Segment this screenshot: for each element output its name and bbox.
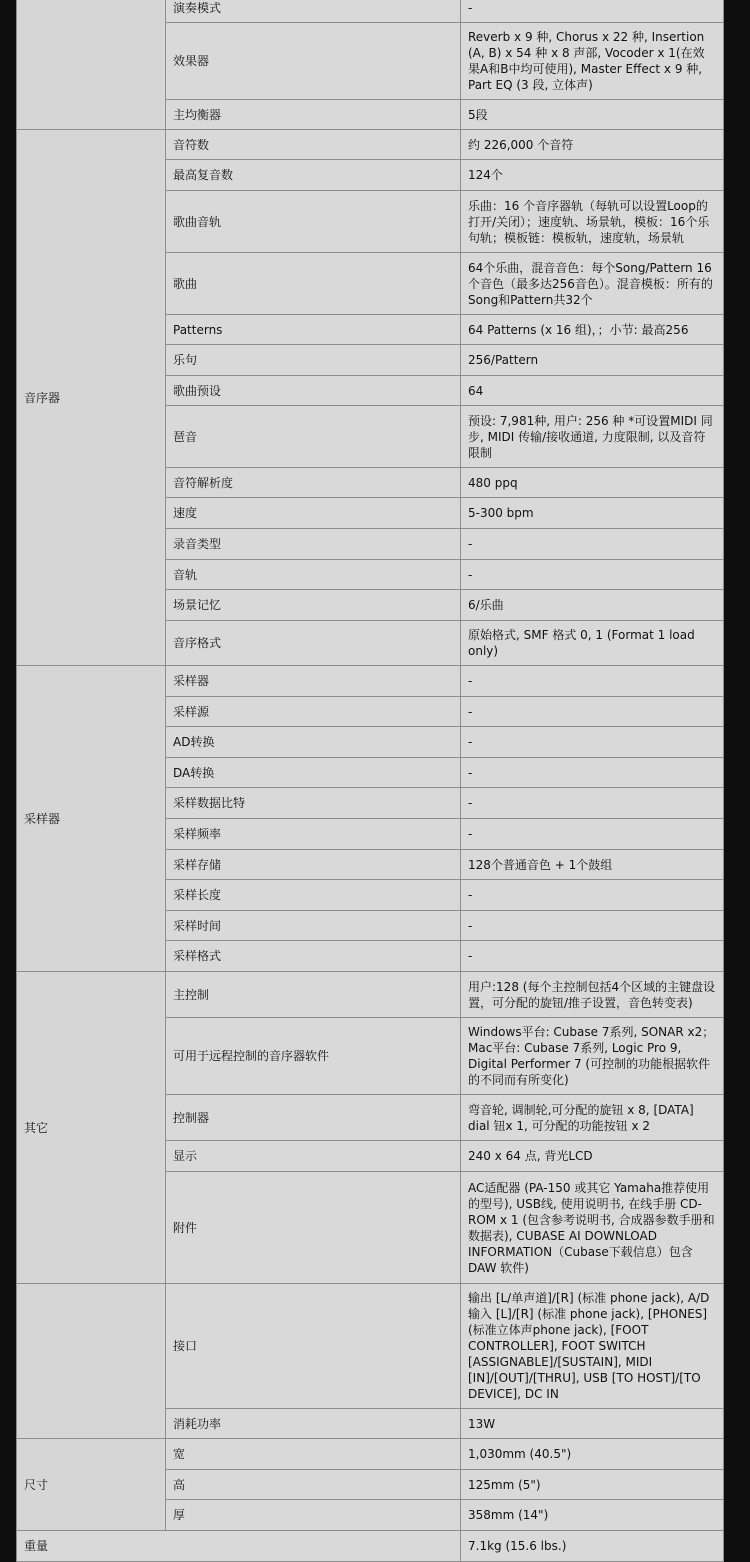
spec-value: 358mm (14") (461, 1500, 724, 1531)
spec-value: - (461, 0, 724, 23)
spec-value: 5段 (461, 100, 724, 130)
spec-value: 6/乐曲 (461, 590, 724, 621)
category-cell: 采样器 (17, 666, 166, 972)
spec-value: 5-300 bpm (461, 498, 724, 529)
spec-label: Patterns (166, 315, 461, 345)
spec-value: 64个乐曲，混音音色：每个Song/Pattern 16 个音色（最多达256音色）。混音模板：所有的Song和Pattern共32个 (461, 253, 724, 315)
spec-label: 采样长度 (166, 880, 461, 911)
weight-label: 重量 (17, 1531, 461, 1562)
spec-value: - (461, 758, 724, 788)
spec-value: 64 (461, 376, 724, 406)
spec-label: 效果器 (166, 23, 461, 100)
spec-value: 124个 (461, 160, 724, 191)
spec-value: - (461, 911, 724, 941)
spec-value: 240 x 64 点, 背光LCD (461, 1141, 724, 1172)
spec-label: 接口 (166, 1284, 461, 1409)
spec-label: 显示 (166, 1141, 461, 1172)
spec-label: 速度 (166, 498, 461, 529)
spec-label: 厚 (166, 1500, 461, 1531)
spec-value: Reverb x 9 种, Chorus x 22 种, Insertion (A, B) x 54 种 x 8 声部, Vocoder x 1(在效果A和B中均可使用), Master Effect x 9 种, Part EQ (3 段, 立体声) (461, 23, 724, 100)
spec-value: - (461, 819, 724, 850)
spec-value: 1,030mm (40.5") (461, 1439, 724, 1470)
spec-label: 采样频率 (166, 819, 461, 850)
weight-value: 7.1kg (15.6 lbs.) (461, 1531, 724, 1562)
spec-row (17, 666, 724, 697)
spec-value: AC适配器 (PA-150 或其它 Yamaha推荐使用的型号), USB线, 使用说明书, 在线手册 CD-ROM x 1 (包含参考说明书, 合成器参数手册和数据表), CUBASE AI DOWNLOAD INFORMATION（Cubase下载信息）包含DAW 软件) (461, 1172, 724, 1284)
spec-value: 480 ppq (461, 468, 724, 498)
spec-label: 音序格式 (166, 621, 461, 666)
spec-value: 13W (461, 1409, 724, 1439)
spec-label: 歌曲 (166, 253, 461, 315)
spec-label: 音符解析度 (166, 468, 461, 498)
spec-label: AD转换 (166, 727, 461, 758)
spec-value: - (461, 560, 724, 590)
category-cell: 音序器 (17, 130, 166, 666)
spec-value: 输出 [L/单声道]/[R] (标准 phone jack), A/D 输入 [L]/[R] (标准 phone jack), [PHONES] (标准立体声phone jack), [FOOT CONTROLLER], FOOT SWITCH [ASSIGNABLE]/[SUSTAIN], MIDI [IN]/[OUT]/[THRU], USB [TO HOST]/[TO DEVICE], DC IN (461, 1284, 724, 1409)
spec-label: 附件 (166, 1172, 461, 1284)
spec-row (17, 972, 724, 1018)
weight-row (17, 1531, 724, 1562)
category-cell: 其它 (17, 972, 166, 1284)
spec-value: - (461, 941, 724, 972)
spec-row (17, 1439, 724, 1470)
spec-label: 音轨 (166, 560, 461, 590)
spec-value: 256/Pattern (461, 345, 724, 376)
category-cell: 尺寸 (17, 1439, 166, 1531)
spec-value: - (461, 727, 724, 758)
spec-table (16, 0, 724, 1562)
spec-row (17, 130, 724, 160)
spec-value: 用户:128 (每个主控制包括4个区域的主键盘设置，可分配的旋钮/推子设置，音色转变表) (461, 972, 724, 1018)
spec-value: Windows平台: Cubase 7系列, SONAR x2；Mac平台: Cubase 7系列, Logic Pro 9, Digital Performer 7 (可控制的功能根据软件的不同而有所变化) (461, 1018, 724, 1095)
spec-label: 控制器 (166, 1095, 461, 1141)
spec-label: 高 (166, 1470, 461, 1500)
spec-value: - (461, 697, 724, 727)
spec-label: 主控制 (166, 972, 461, 1018)
spec-value: 弯音轮, 调制轮,可分配的旋钮 x 8, [DATA] dial 钮x 1, 可分配的功能按钮 x 2 (461, 1095, 724, 1141)
spec-label: 采样时间 (166, 911, 461, 941)
category-cell (17, 1284, 166, 1439)
spec-label: 宽 (166, 1439, 461, 1470)
spec-label: 消耗功率 (166, 1409, 461, 1439)
spec-label: 音符数 (166, 130, 461, 160)
spec-value: 64 Patterns (x 16 组)，；小节: 最高256 (461, 315, 724, 345)
spec-row (17, 1284, 724, 1409)
spec-label: 录音类型 (166, 529, 461, 560)
spec-label: 采样格式 (166, 941, 461, 972)
spec-label: 场景记忆 (166, 590, 461, 621)
spec-value: 原始格式, SMF 格式 0, 1 (Format 1 load only) (461, 621, 724, 666)
category-cell (17, 0, 166, 130)
spec-value: 125mm (5") (461, 1470, 724, 1500)
spec-value: 约 226,000 个音符 (461, 130, 724, 160)
spec-label: 主均衡器 (166, 100, 461, 130)
spec-label: 演奏模式 (166, 0, 461, 23)
spec-label: 歌曲预设 (166, 376, 461, 406)
spec-value: 乐曲：16 个音序器轨（每轨可以设置Loop的打开/关闭）；速度轨、场景轨，模板：16个乐句轨；模板链：模板轨，速度轨，场景轨 (461, 191, 724, 253)
spec-value: 预设: 7,981种, 用户: 256 种 *可设置MIDI 同步, MIDI 传输/接收通道, 力度限制, 以及音符限制 (461, 406, 724, 468)
spec-row (17, 0, 724, 23)
spec-value: - (461, 529, 724, 560)
spec-label: 采样器 (166, 666, 461, 697)
spec-label: 乐句 (166, 345, 461, 376)
spec-table-body (17, 0, 724, 1562)
spec-value: - (461, 788, 724, 819)
spec-label: 采样数据比特 (166, 788, 461, 819)
spec-label: 采样存储 (166, 850, 461, 880)
spec-value: 128个普通音色 + 1个鼓组 (461, 850, 724, 880)
spec-label: 最高复音数 (166, 160, 461, 191)
spec-label: 采样源 (166, 697, 461, 727)
spec-value: - (461, 880, 724, 911)
spec-label: 歌曲音轨 (166, 191, 461, 253)
spec-value: - (461, 666, 724, 697)
spec-label: 琶音 (166, 406, 461, 468)
spec-label: 可用于远程控制的音序器软件 (166, 1018, 461, 1095)
spec-label: DA转换 (166, 758, 461, 788)
